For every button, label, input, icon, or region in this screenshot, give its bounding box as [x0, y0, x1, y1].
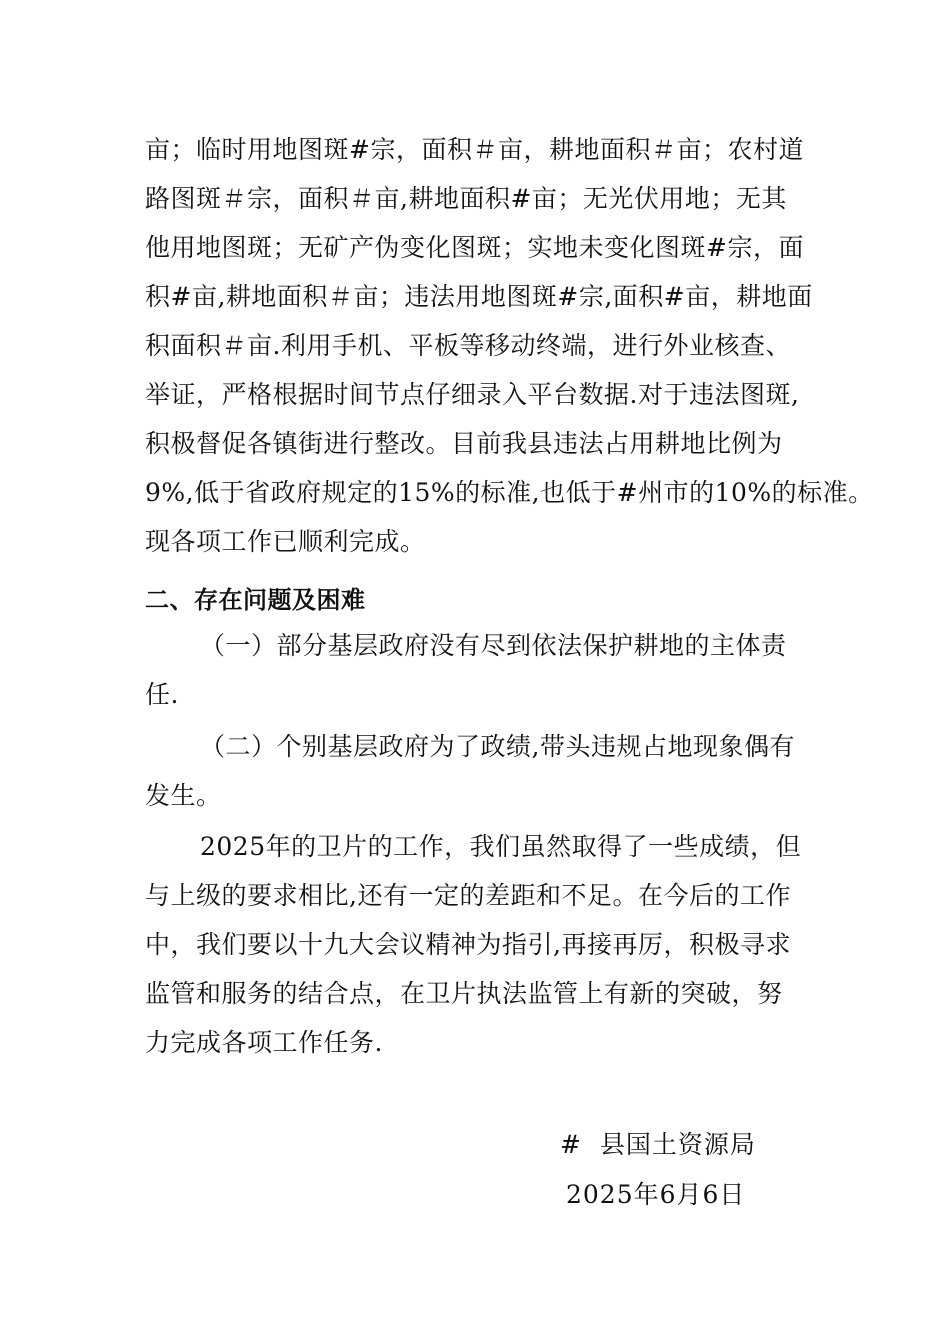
paragraph-line: 中，我们要以十九大会议精神为指引,再接再厉，积极寻求 — [145, 930, 791, 959]
paragraph-line: 任. — [145, 680, 179, 709]
paragraph-line: 2025年的卫片的工作，我们虽然取得了一些成绩，但 — [200, 832, 802, 861]
paragraph-line: 力完成各项工作任务. — [145, 1028, 383, 1057]
paragraph-line: 现各项工作已顺利完成。 — [145, 527, 426, 556]
paragraph-line: 路图斑＃宗，面积＃亩,耕地面积#亩；无光伏用地；无其 — [145, 184, 787, 213]
paragraph-line: 他用地图斑；无矿产伪变化图斑；实地未变化图斑#宗，面 — [145, 233, 804, 262]
paragraph-line: 与上级的要求相比,还有一定的差距和不足。在今后的工作 — [145, 881, 791, 910]
section-heading: 二、存在问题及困难 — [145, 586, 366, 614]
paragraph-line: 亩；临时用地图斑#宗，面积＃亩，耕地面积＃亩；农村道 — [145, 135, 804, 164]
paragraph-line: 监管和服务的结合点，在卫片执法监管上有新的突破，努 — [145, 979, 783, 1008]
paragraph-line: 9%,低于省政府规定的15%的标准,也低于#州市的10%的标准。 — [145, 478, 874, 507]
signature-organization: # 县国土资源局 — [560, 1130, 756, 1159]
paragraph-line: 积极督促各镇街进行整改。目前我县违法占用耕地比例为 — [145, 429, 783, 458]
paragraph-line: （一）部分基层政府没有尽到依法保护耕地的主体责 — [200, 631, 787, 660]
signature-date: 2025年6月6日 — [566, 1180, 746, 1209]
paragraph-line: 积面积＃亩.利用手机、平板等移动终端，进行外业核查、 — [145, 331, 791, 360]
paragraph-line: （二）个别基层政府为了政绩,带头违规占地现象偶有 — [200, 732, 795, 761]
paragraph-line: 举证，严格根据时间节点仔细录入平台数据.对于违法图斑, — [145, 380, 800, 409]
paragraph-line: 积#亩,耕地面积＃亩；违法用地图斑#宗,面积#亩，耕地面 — [145, 282, 813, 311]
paragraph-line: 发生。 — [145, 781, 222, 810]
